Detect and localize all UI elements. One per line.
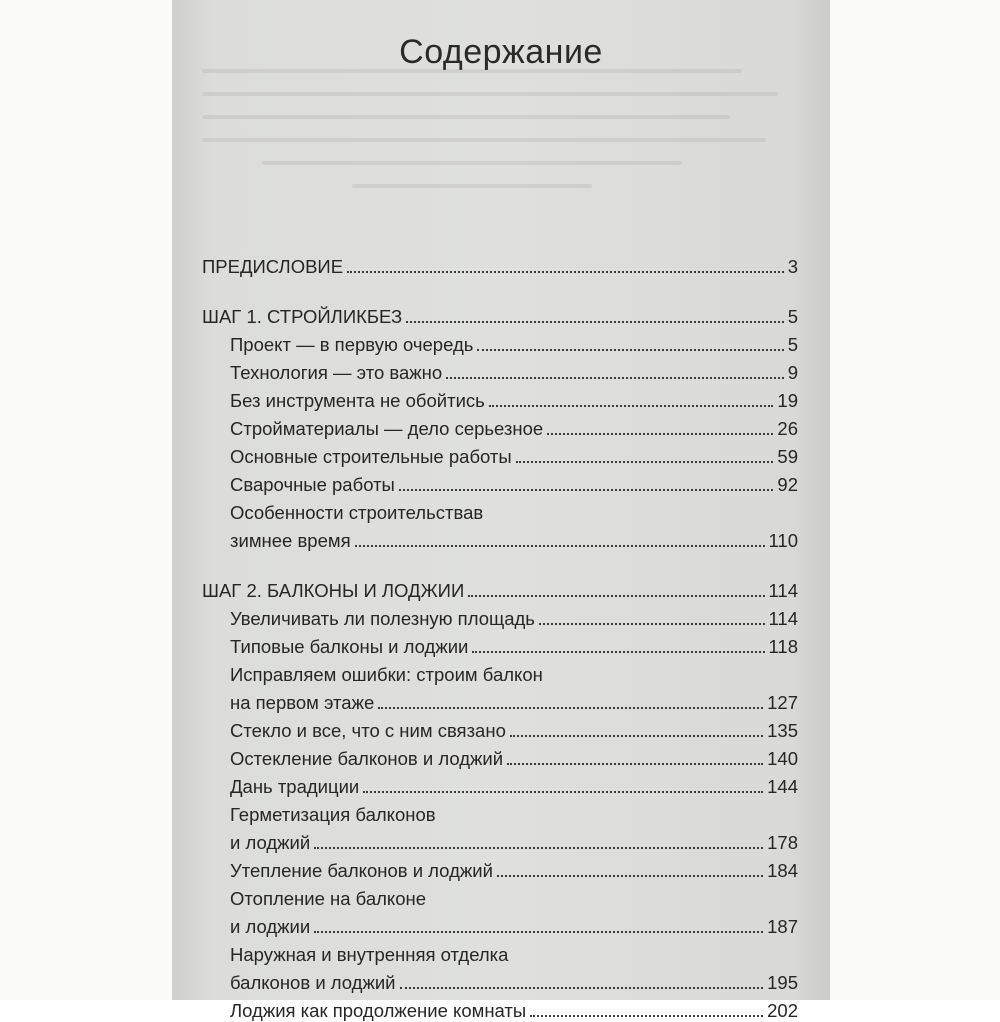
- dot-leader: [512, 960, 794, 961]
- toc-entry-title: Наружная и внутренняя отделка: [230, 944, 509, 965]
- toc-entry: [202, 686, 798, 714]
- dot-leader: [539, 622, 765, 625]
- toc-entry-title: зимнее время: [230, 530, 351, 551]
- toc-entry: [202, 966, 798, 994]
- toc-entry: [202, 630, 798, 658]
- toc-entry: [202, 250, 798, 278]
- toc-entry-title: Дань традиции: [230, 776, 360, 797]
- dot-leader: [530, 1014, 763, 1017]
- toc-entry: [202, 854, 798, 882]
- toc-entry: [202, 574, 798, 602]
- toc-entry-title: и лоджий: [230, 832, 311, 853]
- toc-entry: [202, 524, 798, 552]
- toc-entry: [202, 826, 798, 854]
- toc-entry: [202, 882, 798, 910]
- toc-entry-page-number: 59: [777, 446, 798, 467]
- toc-entry-title: Типовые балконы и лоджии: [230, 636, 469, 657]
- toc-entry: [202, 770, 798, 798]
- toc-entry-page-number: 9: [787, 362, 798, 383]
- toc-entry-title: балконов и лоджий: [230, 972, 396, 993]
- toc-entry: [202, 714, 798, 742]
- dot-leader: [314, 846, 763, 849]
- dot-leader: [516, 460, 774, 463]
- toc-entry-page-number: 92: [777, 474, 798, 495]
- dot-leader: [547, 680, 794, 681]
- toc-entry-title: Остекление балконов и лоджий: [230, 748, 504, 769]
- toc-entry-page-number: 3: [787, 256, 798, 277]
- toc-entry: [202, 910, 798, 938]
- dot-leader: [446, 376, 784, 379]
- toc-entry-title: Увеличивать ли полезную площадь: [230, 608, 535, 629]
- toc-entry-page-number: 5: [787, 334, 798, 355]
- toc-entry-title: и лоджии: [230, 916, 311, 937]
- toc-entry: [202, 496, 798, 524]
- toc-entry-title: на первом этаже: [230, 692, 375, 713]
- toc-entry-page-number: 187: [767, 916, 798, 937]
- dot-leader: [378, 706, 763, 709]
- toc-entry-page-number: 19: [777, 390, 798, 411]
- dot-leader: [487, 518, 794, 519]
- dot-leader: [477, 348, 783, 351]
- toc-entry-page-number: 195: [767, 972, 798, 993]
- toc-entry-title: ШАГ 1. СТРОЙЛИКБЕЗ: [202, 306, 403, 327]
- toc-entry-title: Основные строительные работы: [230, 446, 512, 467]
- toc-entry-title: Проект — в первую очередь: [230, 334, 474, 355]
- toc-entry-page-number: 118: [768, 636, 798, 657]
- toc-entry-page-number: 114: [768, 608, 798, 629]
- toc-entry: [202, 602, 798, 630]
- toc-entry: [202, 440, 798, 468]
- toc-entry: [202, 658, 798, 686]
- toc-entry-page-number: 26: [777, 418, 798, 439]
- dot-leader: [399, 488, 774, 491]
- dot-leader: [547, 432, 773, 435]
- toc-entry-page-number: 127: [767, 692, 798, 713]
- toc-entry-title: Технология — это важно: [230, 362, 443, 383]
- toc-entry: [202, 468, 798, 496]
- bleed-through-text: [202, 50, 802, 210]
- toc-entry-title: Отопление на балконе: [230, 888, 427, 909]
- toc-entry-page-number: 135: [767, 720, 798, 741]
- book-page: [172, 0, 830, 1021]
- dot-leader: [440, 820, 794, 821]
- toc-entry-page-number: 178: [767, 832, 798, 853]
- dot-leader: [510, 734, 763, 737]
- toc-entry-title: Стекло и все, что с ним связано: [230, 720, 506, 741]
- toc-entry-page-number: 5: [787, 306, 798, 327]
- toc-entry-title: Герметизация балконов: [230, 804, 436, 825]
- toc-entry: [202, 994, 798, 1022]
- dot-leader: [472, 650, 764, 653]
- dot-leader: [347, 270, 784, 273]
- dot-leader: [314, 930, 763, 933]
- toc-entry-title: Исправляем ошибки: строим балкон: [230, 664, 543, 685]
- toc-entry-title: Утепление балконов и лоджий: [230, 860, 493, 881]
- dot-leader: [406, 320, 784, 323]
- toc-entry-title: Стройматериалы — дело серьезное: [230, 418, 544, 439]
- dot-leader: [507, 762, 763, 765]
- toc-entry-title: ШАГ 2. БАЛКОНЫ И ЛОДЖИИ: [202, 580, 465, 601]
- toc-entry-title: ПРЕДИСЛОВИЕ: [202, 256, 344, 277]
- page-title: Содержание: [399, 33, 603, 71]
- toc-entry: [202, 356, 798, 384]
- dot-leader: [430, 904, 794, 905]
- toc-entry: [202, 384, 798, 412]
- toc-entry: [202, 798, 798, 826]
- toc-entry: [202, 742, 798, 770]
- dot-leader: [489, 404, 774, 407]
- table-of-contents: [202, 250, 798, 1022]
- toc-entry-title: Без инструмента не обойтись: [230, 390, 485, 411]
- dot-leader: [497, 874, 763, 877]
- dot-leader: [400, 986, 764, 989]
- toc-entry: [202, 328, 798, 356]
- toc-entry: [202, 300, 798, 328]
- toc-entry-title: Сварочные работы: [230, 474, 395, 495]
- toc-entry: [202, 938, 798, 966]
- toc-entry-title: Особенности строительствав: [230, 502, 484, 523]
- dot-leader: [363, 790, 763, 793]
- toc-entry-page-number: 144: [767, 776, 798, 797]
- toc-entry-title: Лоджия как продолжение комнаты: [230, 1000, 527, 1021]
- toc-entry-page-number: 114: [768, 580, 798, 601]
- dot-leader: [355, 544, 765, 547]
- toc-entry-page-number: 140: [767, 748, 798, 769]
- toc-entry-page-number: 110: [768, 530, 798, 551]
- dot-leader: [468, 594, 764, 597]
- toc-entry-page-number: 202: [767, 1000, 798, 1021]
- toc-entry-page-number: 184: [767, 860, 798, 881]
- toc-entry: [202, 412, 798, 440]
